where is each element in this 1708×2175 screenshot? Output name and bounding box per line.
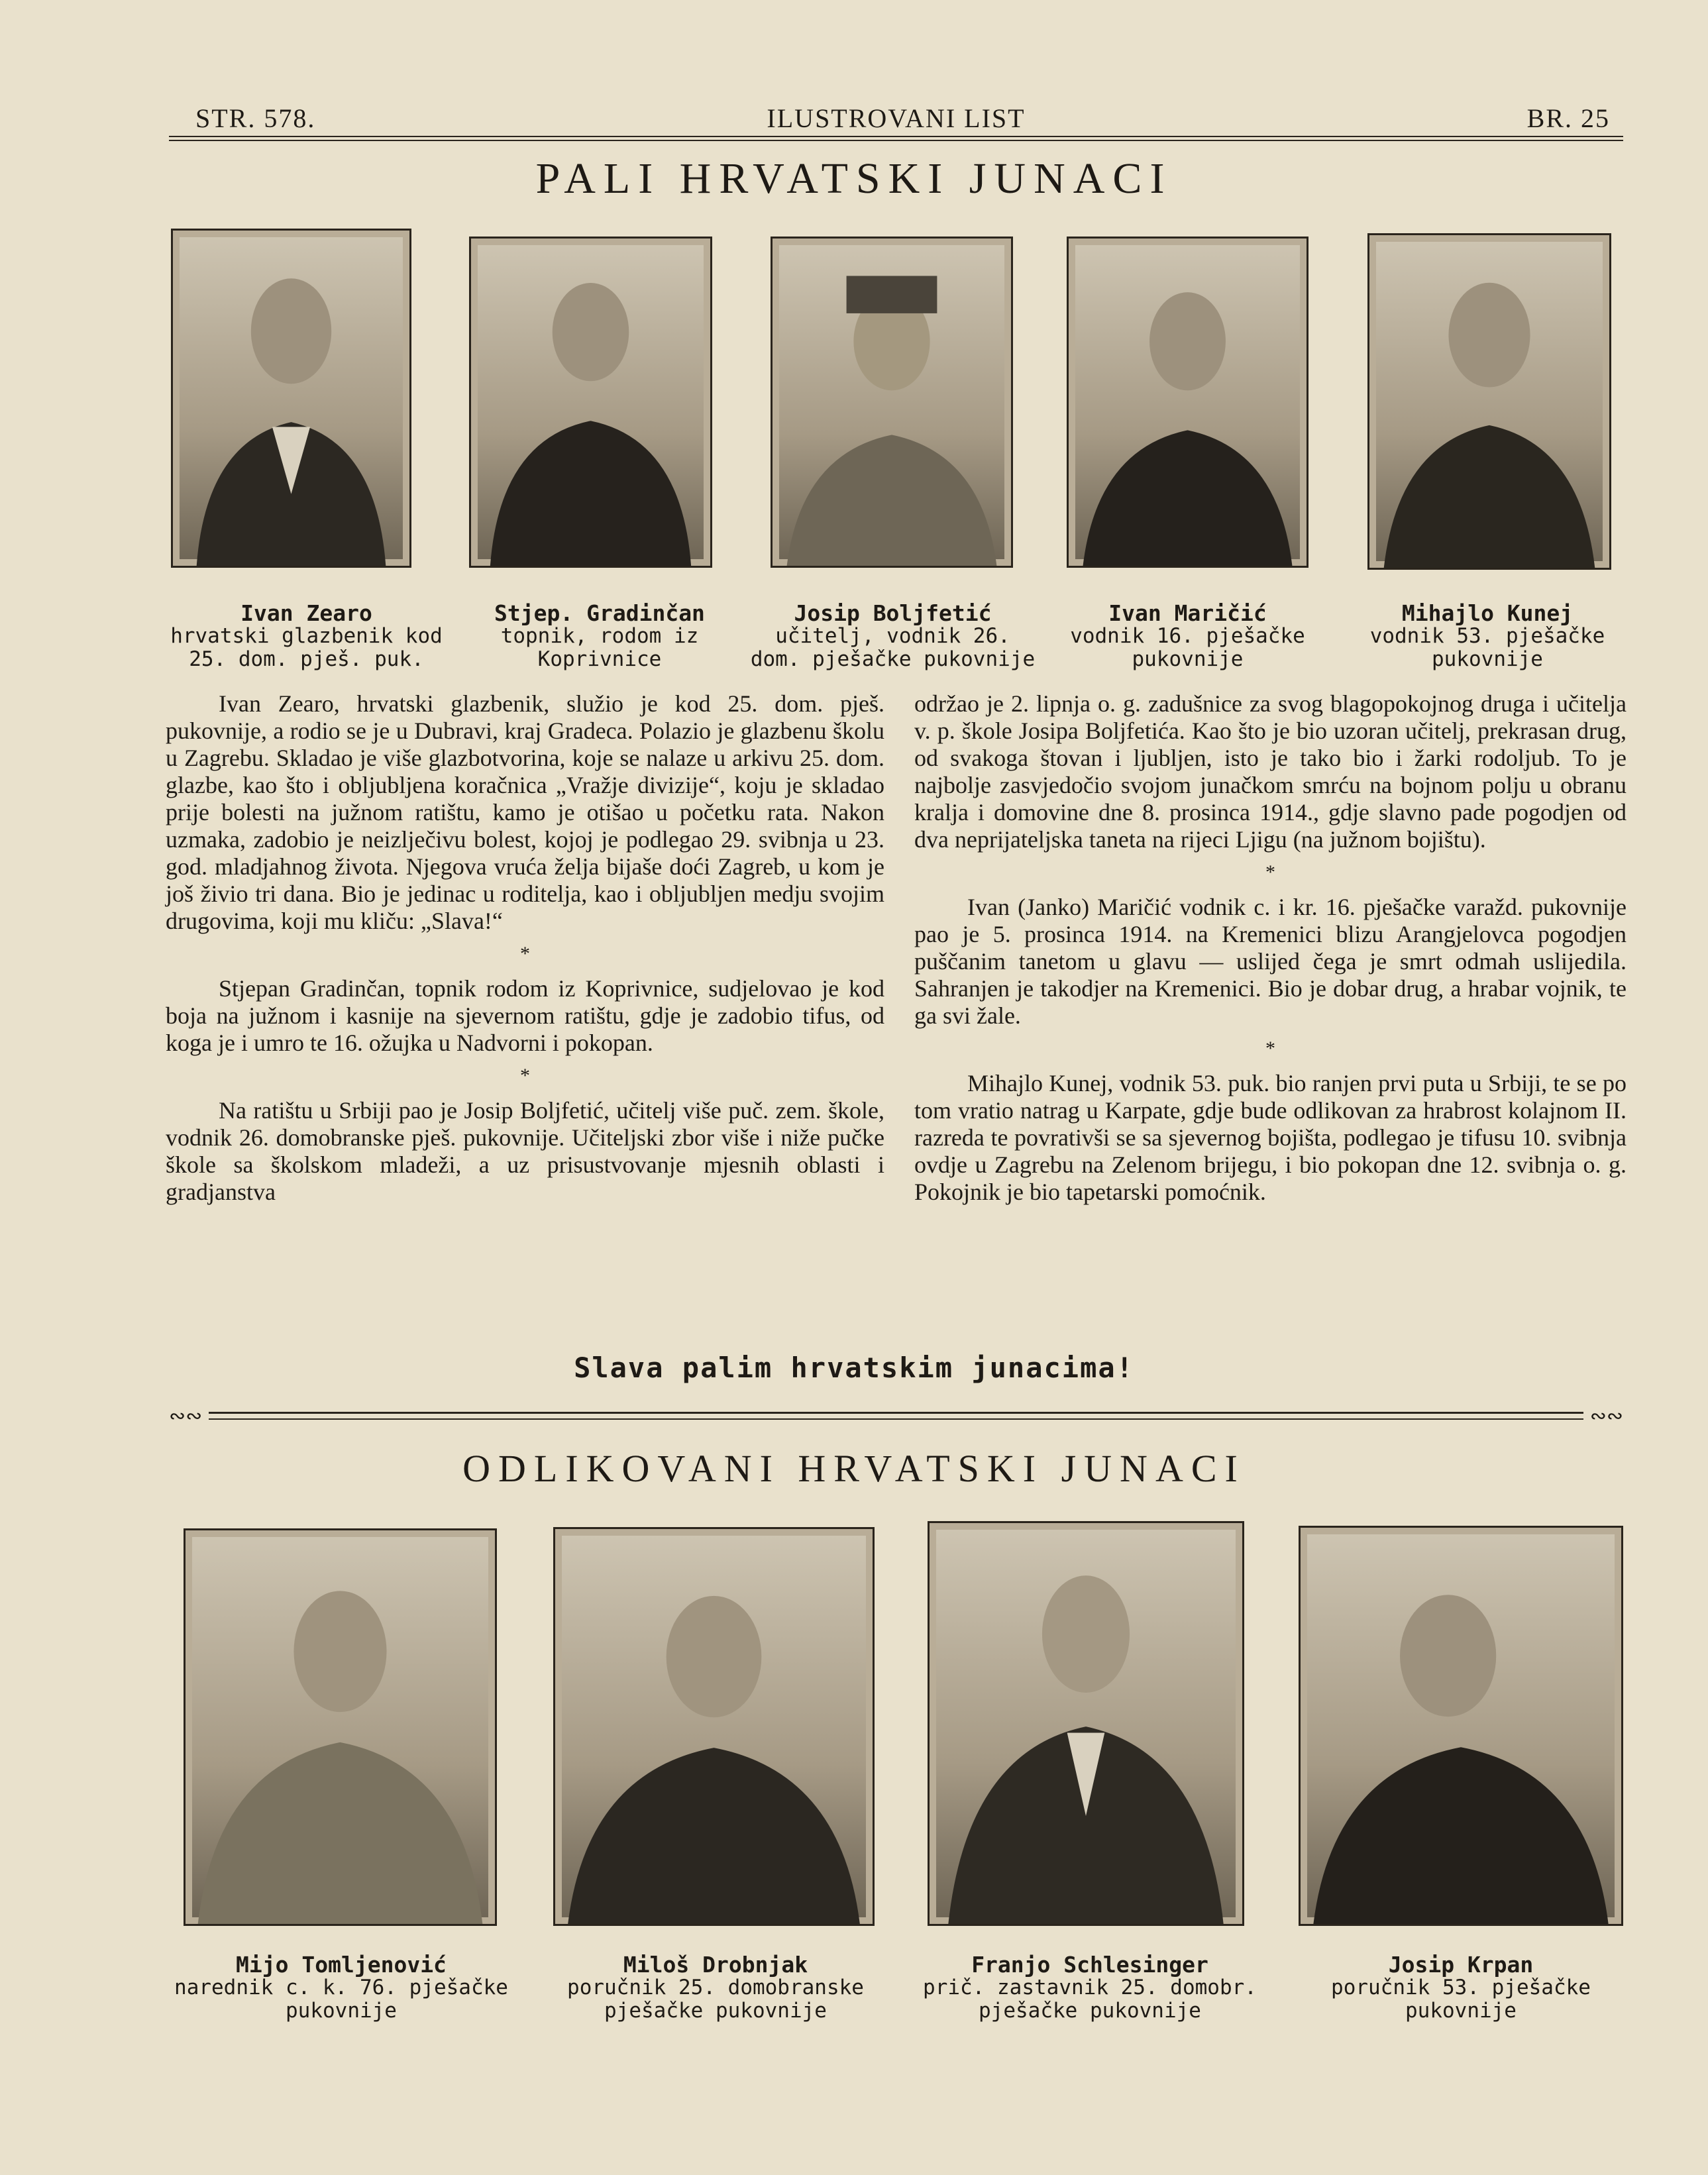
portrait-photo [928, 1521, 1244, 1926]
portrait-caption [1295, 1953, 1627, 2023]
header-rule-top [169, 136, 1623, 137]
portrait-name: Mihajlo Kunej [1401, 600, 1574, 626]
portrait-photo [771, 237, 1013, 568]
divider-ornament-left: ∾∾ [169, 1405, 203, 1427]
publication-title: ILUSTROVANI LIST [767, 103, 1026, 133]
article-paragraph: Ivan (Janko) Maričić vodnik c. i kr. 16. pješačke varažd. pukovnije pao je 5. prosinca 1914. na Kremenici blizu Arangjelovca pogodjen puščanim tanetom u glavu — uslijed čega je smrt odmah uslijedila. Sahranjen je takodjer na Kremenici. Bio je dobar drug, a hrabar vojnik, te ga svi žale. [914, 894, 1627, 1029]
portrait-caption [457, 602, 742, 671]
portrait-name: Ivan Maričić [1108, 600, 1267, 626]
portrait-description: prič. zastavnik 25. domobr. pješačke pukovnije [923, 1976, 1257, 2023]
separator-star: * [520, 943, 530, 965]
article-paragraph: Mihajlo Kunej, vodnik 53. puk. bio ranjen prvi puta u Srbiji, te se po tom vratio natrag u Karpate, gdje bude odlikovan za hrabrost kolajnom II. razreda te povrativši se sa sjevernog bojišta, podlegao je tifusu 10. svibnja ovdje u Zagrebu na Zelenom brijegu, i bio pokopan dne 12. svibnja o. g. Pokojnik je bio tapetarski pomoćnik. [914, 1070, 1627, 1205]
portrait-name: Josip Boljfetić [794, 600, 992, 626]
portrait-caption [162, 602, 451, 671]
separator-star: * [1265, 1037, 1275, 1059]
running-header [169, 103, 1623, 136]
portrait-name: Josip Krpan [1388, 1952, 1534, 1978]
portrait-name: Ivan Zearo [240, 600, 372, 626]
portrait-photo [1367, 233, 1611, 570]
portrait-description: topnik, rodom iz Koprivnice [500, 624, 699, 671]
closing-slogan: Slava palim hrvatskim junacima! [574, 1352, 1134, 1384]
section-title-decorated: ODLIKOVANI HRVATSKI JUNACI [462, 1447, 1246, 1490]
separator-star: * [520, 1065, 530, 1087]
portrait-caption [1043, 602, 1332, 671]
page-number: STR. 578. [195, 103, 316, 133]
portrait-description: vodnik 16. pješačke pukovnije [1070, 624, 1305, 671]
article-paragraph: Ivan Zearo, hrvatski glazbenik, služio je kod 25. dom. pješ. pukovnije, a rodio se je u Dubravi, kraj Gradeca. Polazio je glazbenu školu u Zagrebu. Skladao je više glazbotvorina, koje se nalaze u arkivu 25. dom. glazbe, kao što i obljubljena koračnica „Vražje divizije“, koju je skladao prije bolesti na južnom ratištu, kamo je otišao u početku rata. Nakon uzmaka, zadobio je neizlječivu bolest, kojoj je podlegao 29. svibnja u 23. god. mladjahnog života. Njegova vruća želja bijaše doći Zagreb, u kom je još živio tri dana. Bio je jedinac u roditelja, kao i obljubljen medju svojim drugovima, koji mu kliču: „Slava!“ [166, 690, 884, 934]
portrait-photo [553, 1527, 875, 1926]
section-divider [169, 1405, 1623, 1427]
section-title-fallen: PALI HRVATSKI JUNACI [535, 154, 1173, 203]
portrait-caption [543, 1953, 888, 2023]
portrait-name: Franjo Schlesinger [971, 1952, 1208, 1978]
portrait-description: učitelj, vodnik 26. dom. pješačke pukovnije [750, 624, 1036, 671]
divider-ornament-right: ∾∾ [1589, 1405, 1623, 1427]
article-paragraph: održao je 2. lipnja o. g. zadušnice za svog blagopokojnog druga i učitelja v. p. škole Josipa Boljfetića. Kao što je bio uzoran učitelj, prekrasan drug, od svakoga štovan i ljubljen, isto je tako bio i žarki rodoljub. To je najbolje zasvjedočio svojom junačkom smrću na bojnom polju u obranu kralja i domovine dne 8. prosinca 1914., gdje slavno pade pogodjen od dva neprijateljska taneta na rijeci Ljigu (na južnom bojištu). [914, 690, 1627, 853]
separator-star: * [1265, 861, 1275, 883]
portrait-photo [1067, 237, 1308, 568]
portrait-description: vodnik 53. pješačke pukovnije [1369, 624, 1605, 671]
portrait-name: Miloš Drobnjak [623, 1952, 808, 1978]
portrait-caption [749, 602, 1037, 671]
article-column-left [166, 690, 884, 1206]
portrait-photo [1299, 1526, 1623, 1926]
portrait-description: narednik c. k. 76. pješačke pukovnije [174, 1976, 508, 2023]
portrait-name: Stjep. Gradinčan [494, 600, 705, 626]
portrait-caption [169, 1953, 513, 2023]
article-column-right [914, 690, 1627, 1206]
portrait-caption [1342, 602, 1633, 671]
portrait-description: hrvatski glazbenik kod 25. dom. pješ. puk. [170, 624, 443, 671]
portrait-photo [171, 229, 411, 568]
portrait-caption [918, 1953, 1262, 2023]
portrait-description: poručnik 25. domobranske pješačke pukovnije [567, 1976, 864, 2023]
portrait-name: Mijo Tomljenović [236, 1952, 447, 1978]
article-paragraph: Stjepan Gradinčan, topnik rodom iz Koprivnice, sudjelovao je kod boja na južnom i kasnije na sjevernom ratištu, gdje je zadobio tifus, od koga je i umro te 16. ožujka u Nadvorni i pokopan. [166, 975, 884, 1056]
portrait-photo [469, 237, 712, 568]
portrait-description: poručnik 53. pješačke pukovnije [1331, 1976, 1591, 2023]
issue-number: BR. 25 [1526, 103, 1610, 133]
header-rule-bottom [169, 140, 1623, 141]
article-paragraph: Na ratištu u Srbiji pao je Josip Boljfetić, učitelj više puč. zem. škole, vodnik 26. domobranske pješ. pukovnije. Učiteljski zbor više i niže pučke škole sa školskom mladeži, a uz prisustvovanje mjesnih oblasti i gradjanstva [166, 1097, 884, 1205]
portrait-photo [184, 1528, 497, 1926]
